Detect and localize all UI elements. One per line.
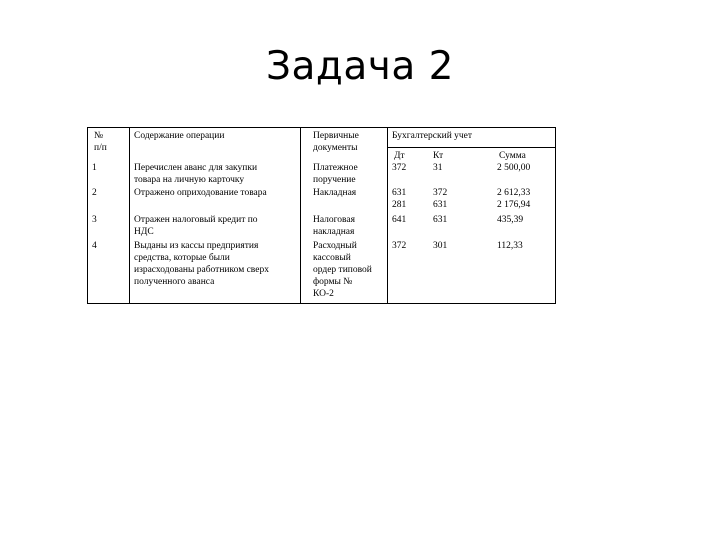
- row-3-content: Отражен налоговый кредит по НДС: [134, 215, 258, 237]
- header-docs: Первичные документы: [313, 131, 359, 153]
- row-1-num: 1: [92, 163, 97, 173]
- row-1-sum: 2 500,00: [497, 163, 531, 173]
- header-kt: Кт: [433, 151, 444, 161]
- header-accounting: Бухгалтерский учет: [392, 131, 473, 141]
- header-content: Содержание операции: [134, 131, 225, 141]
- accounting-header-divider: [387, 147, 555, 148]
- row-3-num: 3: [92, 215, 97, 225]
- header-sum: Сумма: [499, 151, 526, 161]
- row-2-content: Отражено оприходование товара: [134, 188, 267, 198]
- row-4-num: 4: [92, 241, 97, 251]
- row-2-docs: Накладная: [313, 188, 357, 198]
- row-3-dt: 641: [392, 215, 407, 225]
- row-4-kt: 301: [433, 241, 448, 251]
- row-4-docs: Расходный кассовый ордер типовой формы № КО-2: [313, 241, 372, 299]
- column-divider: [300, 128, 301, 303]
- row-2-sum: 2 612,33 2 176,94: [497, 188, 531, 210]
- operations-table: [87, 127, 556, 304]
- row-1-kt: 31: [433, 163, 443, 173]
- row-3-sum: 435,39: [497, 215, 524, 225]
- header-num: № п/п: [94, 131, 107, 153]
- header-dt: Дт: [394, 151, 405, 161]
- row-2-kt: 372 631: [433, 188, 448, 210]
- row-1-dt: 372: [392, 163, 407, 173]
- row-1-content: Перечислен аванс для закупки товара на личную карточку: [134, 163, 258, 185]
- slide-title: Задача 2: [266, 44, 454, 89]
- row-2-dt: 631 281: [392, 188, 407, 210]
- row-2-num: 2: [92, 188, 97, 198]
- row-3-docs: Налоговая накладная: [313, 215, 356, 237]
- row-4-dt: 372: [392, 241, 407, 251]
- column-divider: [129, 128, 130, 303]
- row-3-kt: 631: [433, 215, 448, 225]
- row-1-docs: Платежное поручение: [313, 163, 358, 185]
- column-divider: [387, 128, 388, 303]
- row-4-content: Выданы из кассы предприятия средства, которые были израсходованы работником сверх полученного аванса: [134, 241, 269, 287]
- row-4-sum: 112,33: [497, 241, 523, 251]
